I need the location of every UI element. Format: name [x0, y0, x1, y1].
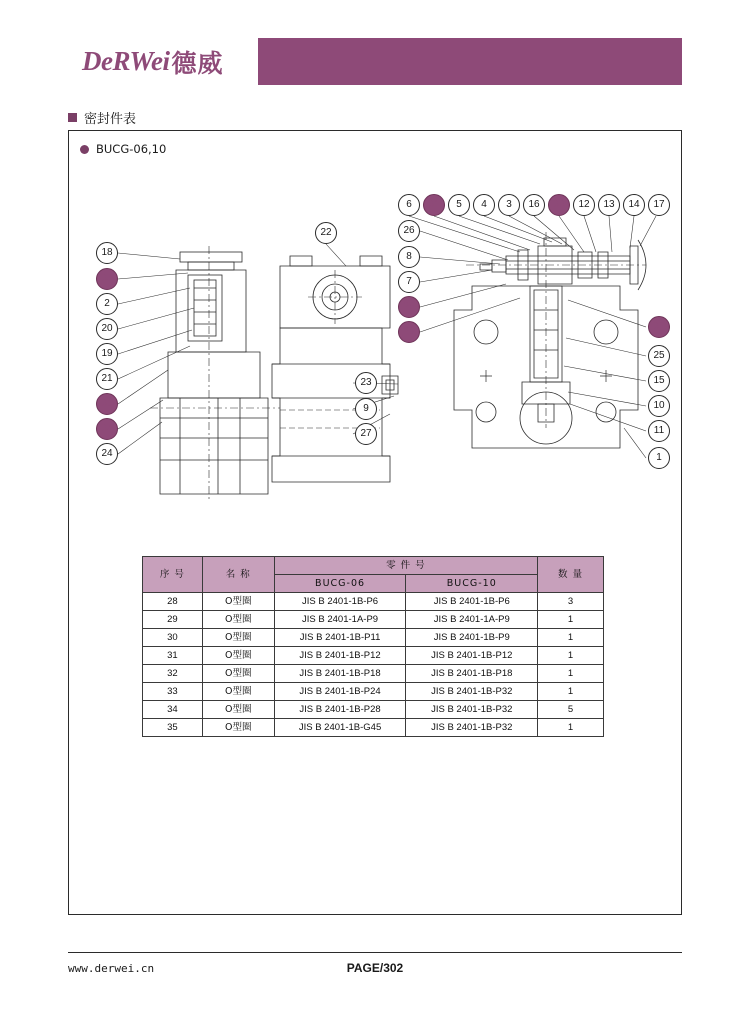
- balloon-5: 5: [448, 194, 470, 216]
- balloon-28: 28: [398, 296, 420, 318]
- cell-qty: 1: [538, 629, 604, 647]
- cell-part-2: JIS B 2401-1A-P9: [406, 611, 538, 629]
- balloon-27: 27: [355, 423, 377, 445]
- drawing-svg: [68, 160, 682, 535]
- cell-part-1: JIS B 2401-1B-P24: [274, 683, 406, 701]
- cell-part-1: JIS B 2401-1B-G45: [274, 719, 406, 737]
- header-qty: 数 量: [538, 557, 604, 593]
- cell-qty: 1: [538, 611, 604, 629]
- cell-name: O型圈: [202, 665, 274, 683]
- table-body: [143, 593, 604, 737]
- balloon-10: 10: [648, 395, 670, 417]
- cell-no: 31: [143, 647, 203, 665]
- cell-part-2: JIS B 2401-1B-P32: [406, 719, 538, 737]
- cell-qty: 1: [538, 719, 604, 737]
- cell-part-1: JIS B 2401-1A-P9: [274, 611, 406, 629]
- cell-no: 32: [143, 665, 203, 683]
- seal-parts-table: [142, 556, 604, 737]
- section-title-label: 密封件表: [84, 112, 137, 127]
- header-part-no-group: 零 件 号: [274, 557, 537, 575]
- cell-name: O型圈: [202, 629, 274, 647]
- balloon-15: 15: [648, 370, 670, 392]
- cell-name: O型圈: [202, 701, 274, 719]
- subsection-title-label: BUCG-06,10: [96, 142, 167, 156]
- table-row: [143, 593, 604, 611]
- cell-part-1: JIS B 2401-1B-P12: [274, 647, 406, 665]
- cell-part-2: JIS B 2401-1B-P6: [406, 593, 538, 611]
- table-row: [143, 701, 604, 719]
- balloon-23: 23: [355, 372, 377, 394]
- cell-no: 28: [143, 593, 203, 611]
- header-name: 名 称: [202, 557, 274, 593]
- cell-part-1: JIS B 2401-1B-P18: [274, 665, 406, 683]
- assembly-drawing: [68, 160, 682, 535]
- footer-page-number: PAGE/302: [346, 961, 404, 975]
- balloon-19: 19: [96, 343, 118, 365]
- balloon-35: 35: [96, 268, 118, 290]
- cell-name: O型圈: [202, 611, 274, 629]
- balloon-11: 11: [648, 420, 670, 442]
- square-marker-icon: [68, 113, 77, 122]
- balloon-8: 8: [398, 246, 420, 268]
- cell-part-2: JIS B 2401-1B-P9: [406, 629, 538, 647]
- balloon-29: 29: [398, 321, 420, 343]
- cell-part-2: JIS B 2401-1B-P32: [406, 683, 538, 701]
- cell-qty: 1: [538, 683, 604, 701]
- cell-name: O型圈: [202, 593, 274, 611]
- balloon-34: 34: [96, 418, 118, 440]
- cell-no: 35: [143, 719, 203, 737]
- table-row: [143, 629, 604, 647]
- table-row: [143, 665, 604, 683]
- header-part-no-2: BUCG-10: [406, 575, 538, 593]
- cell-no: 33: [143, 683, 203, 701]
- balloon-18: 18: [96, 242, 118, 264]
- cell-name: O型圈: [202, 719, 274, 737]
- balloon-2: 2: [96, 293, 118, 315]
- balloon-26: 26: [398, 220, 420, 242]
- cell-no: 34: [143, 701, 203, 719]
- footer-url[interactable]: www.derwei.cn: [68, 962, 155, 975]
- cell-no: 29: [143, 611, 203, 629]
- balloon-16: 16: [523, 194, 545, 216]
- section-title: [68, 108, 136, 127]
- balloon-31: 31: [423, 194, 445, 216]
- table-header-row-1: [143, 557, 604, 575]
- cell-part-2: JIS B 2401-1B-P12: [406, 647, 538, 665]
- seal-parts-table-wrap: [142, 556, 604, 737]
- balloon-4: 4: [473, 194, 495, 216]
- balloon-7: 7: [398, 271, 420, 293]
- balloon-6: 6: [398, 194, 420, 216]
- balloon-14: 14: [623, 194, 645, 216]
- cell-part-2: JIS B 2401-1B-P32: [406, 701, 538, 719]
- balloon-33: 33: [548, 194, 570, 216]
- balloon-32: 32: [648, 316, 670, 338]
- cell-no: 30: [143, 629, 203, 647]
- cell-qty: 1: [538, 647, 604, 665]
- table-row: [143, 719, 604, 737]
- cell-qty: 5: [538, 701, 604, 719]
- subsection-title: [80, 142, 166, 156]
- table-row: [143, 611, 604, 629]
- balloon-17: 17: [648, 194, 670, 216]
- balloon-13: 13: [598, 194, 620, 216]
- balloon-9: 9: [355, 398, 377, 420]
- balloon-25: 25: [648, 345, 670, 367]
- balloon-20: 20: [96, 318, 118, 340]
- balloon-30: 30: [96, 393, 118, 415]
- logo: [68, 38, 258, 85]
- balloon-22: 22: [315, 222, 337, 244]
- header-part-no-1: BUCG-06: [274, 575, 406, 593]
- cell-part-1: JIS B 2401-1B-P11: [274, 629, 406, 647]
- balloon-21: 21: [96, 368, 118, 390]
- cell-name: O型圈: [202, 683, 274, 701]
- cell-qty: 1: [538, 665, 604, 683]
- cell-part-1: JIS B 2401-1B-P6: [274, 593, 406, 611]
- balloon-12: 12: [573, 194, 595, 216]
- balloon-24: 24: [96, 443, 118, 465]
- cell-part-1: JIS B 2401-1B-P28: [274, 701, 406, 719]
- logo-latin-text: DeRWei: [82, 46, 170, 76]
- bullet-dot-icon: [80, 145, 89, 154]
- cell-name: O型圈: [202, 647, 274, 665]
- balloon-1: 1: [648, 447, 670, 469]
- cell-part-2: JIS B 2401-1B-P18: [406, 665, 538, 683]
- balloon-3: 3: [498, 194, 520, 216]
- table-row: [143, 683, 604, 701]
- footer-divider: [68, 952, 682, 953]
- header-no: 序 号: [143, 557, 203, 593]
- table-row: [143, 647, 604, 665]
- logo-cjk-text: 德威: [171, 48, 224, 78]
- cell-qty: 3: [538, 593, 604, 611]
